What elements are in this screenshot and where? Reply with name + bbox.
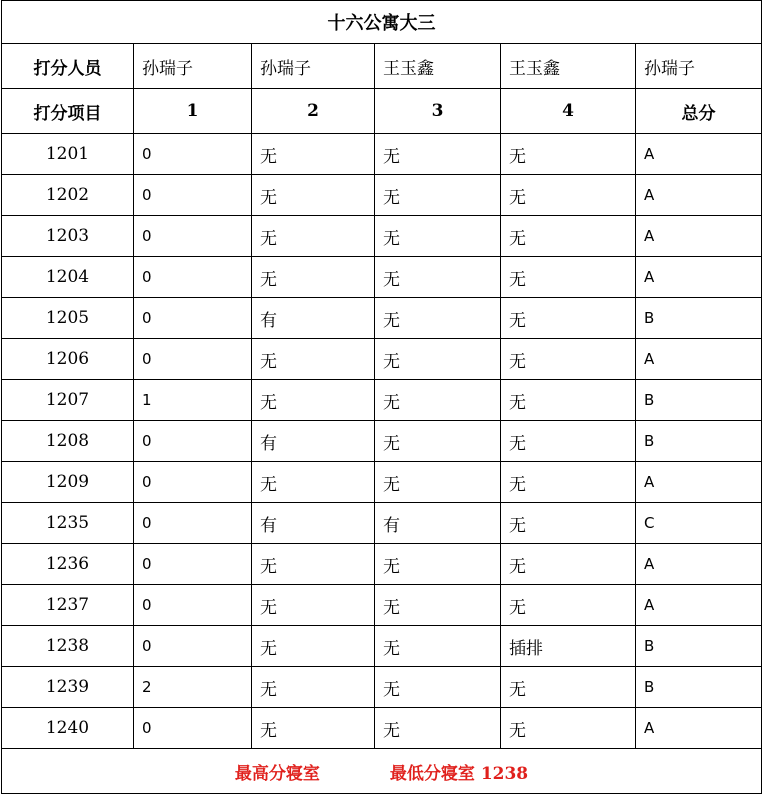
table-row <box>2 667 762 708</box>
score-cell: 无 <box>501 503 636 544</box>
score-cell: 无 <box>501 667 636 708</box>
scorer-label: 打分人员 <box>2 44 134 89</box>
score-cell: 无 <box>252 544 375 585</box>
score-cell: 0 <box>134 421 252 462</box>
score-cell: 无 <box>375 257 501 298</box>
table-row <box>2 134 762 175</box>
table-row <box>2 175 762 216</box>
table-row <box>2 421 762 462</box>
table-title: 十六公寓大三 <box>2 1 762 44</box>
score-cell: 无 <box>501 544 636 585</box>
room-number-cell: 1240 <box>2 708 134 749</box>
scorer-name: 王玉鑫 <box>501 44 636 89</box>
score-cell: 无 <box>252 667 375 708</box>
total-grade-cell: C <box>636 503 762 544</box>
room-number-cell: 1205 <box>2 298 134 339</box>
room-number-cell: 1201 <box>2 134 134 175</box>
score-cell: 有 <box>252 298 375 339</box>
score-cell: 无 <box>375 585 501 626</box>
total-grade-cell: A <box>636 708 762 749</box>
total-grade-cell: A <box>636 544 762 585</box>
room-number-cell: 1239 <box>2 667 134 708</box>
score-cell: 0 <box>134 134 252 175</box>
score-cell: 无 <box>375 216 501 257</box>
item-header-row <box>2 89 762 134</box>
score-cell: 无 <box>501 380 636 421</box>
total-grade-cell: A <box>636 175 762 216</box>
score-cell: 0 <box>134 339 252 380</box>
item-header: 4 <box>501 89 636 134</box>
total-grade-cell: A <box>636 134 762 175</box>
total-grade-cell: A <box>636 257 762 298</box>
room-number-cell: 1237 <box>2 585 134 626</box>
score-cell: 无 <box>501 257 636 298</box>
score-cell: 无 <box>501 216 636 257</box>
score-cell: 无 <box>375 667 501 708</box>
table-row <box>2 544 762 585</box>
table-row <box>2 339 762 380</box>
score-cell: 0 <box>134 462 252 503</box>
table-row <box>2 216 762 257</box>
score-cell: 无 <box>252 626 375 667</box>
lowest-room-label: 最低分寝室 1238 <box>389 763 529 784</box>
score-cell: 无 <box>252 134 375 175</box>
room-number-cell: 1238 <box>2 626 134 667</box>
score-cell: 无 <box>375 380 501 421</box>
total-grade-cell: A <box>636 462 762 503</box>
room-number-cell: 1202 <box>2 175 134 216</box>
item-header: 总分 <box>636 89 762 134</box>
highest-room-label: 最高分寝室 <box>234 763 320 784</box>
score-cell: 无 <box>252 380 375 421</box>
score-cell: 无 <box>252 462 375 503</box>
score-cell: 0 <box>134 298 252 339</box>
room-number-cell: 1203 <box>2 216 134 257</box>
item-header: 1 <box>134 89 252 134</box>
scorer-name: 王玉鑫 <box>375 44 501 89</box>
score-cell: 无 <box>252 216 375 257</box>
score-cell: 无 <box>501 708 636 749</box>
score-cell: 0 <box>134 257 252 298</box>
score-table <box>1 0 762 794</box>
score-cell: 无 <box>252 585 375 626</box>
table-row <box>2 380 762 421</box>
room-number-cell: 1204 <box>2 257 134 298</box>
title-row <box>2 1 762 44</box>
room-number-cell: 1206 <box>2 339 134 380</box>
score-cell: 无 <box>375 175 501 216</box>
total-grade-cell: B <box>636 298 762 339</box>
score-cell: 0 <box>134 626 252 667</box>
total-grade-cell: B <box>636 626 762 667</box>
room-number-cell: 1235 <box>2 503 134 544</box>
score-cell: 有 <box>252 503 375 544</box>
score-cell: 无 <box>252 257 375 298</box>
score-cell: 无 <box>375 544 501 585</box>
table-row <box>2 708 762 749</box>
total-grade-cell: A <box>636 339 762 380</box>
room-number-cell: 1207 <box>2 380 134 421</box>
score-cell: 无 <box>252 175 375 216</box>
table-row <box>2 257 762 298</box>
score-cell: 无 <box>501 585 636 626</box>
score-cell: 无 <box>501 421 636 462</box>
score-cell: 无 <box>501 462 636 503</box>
table-row <box>2 462 762 503</box>
score-cell: 无 <box>375 298 501 339</box>
score-cell: 无 <box>501 339 636 380</box>
score-cell: 无 <box>375 626 501 667</box>
score-cell: 有 <box>252 421 375 462</box>
scorer-row <box>2 44 762 89</box>
score-cell: 0 <box>134 585 252 626</box>
score-cell: 1 <box>134 380 252 421</box>
item-header: 2 <box>252 89 375 134</box>
score-cell: 无 <box>501 298 636 339</box>
score-cell: 0 <box>134 708 252 749</box>
room-number-cell: 1208 <box>2 421 134 462</box>
total-grade-cell: B <box>636 380 762 421</box>
scorer-name: 孙瑞子 <box>636 44 762 89</box>
score-cell: 无 <box>375 421 501 462</box>
total-grade-cell: A <box>636 216 762 257</box>
score-cell: 无 <box>375 708 501 749</box>
table-row <box>2 626 762 667</box>
footer-summary <box>2 749 762 794</box>
score-cell: 无 <box>375 134 501 175</box>
room-number-cell: 1209 <box>2 462 134 503</box>
score-cell: 0 <box>134 544 252 585</box>
score-cell: 无 <box>375 339 501 380</box>
item-header: 3 <box>375 89 501 134</box>
score-cell: 无 <box>252 708 375 749</box>
score-cell: 2 <box>134 667 252 708</box>
score-cell: 无 <box>501 175 636 216</box>
score-cell: 无 <box>501 134 636 175</box>
score-cell: 插排 <box>501 626 636 667</box>
scorer-name: 孙瑞子 <box>252 44 375 89</box>
room-number-cell: 1236 <box>2 544 134 585</box>
score-cell: 0 <box>134 216 252 257</box>
total-grade-cell: B <box>636 667 762 708</box>
total-grade-cell: B <box>636 421 762 462</box>
score-cell: 0 <box>134 503 252 544</box>
table-row <box>2 298 762 339</box>
scorer-name: 孙瑞子 <box>134 44 252 89</box>
total-grade-cell: A <box>636 585 762 626</box>
score-cell: 无 <box>252 339 375 380</box>
score-cell: 有 <box>375 503 501 544</box>
table-row <box>2 585 762 626</box>
footer-row <box>2 749 762 794</box>
score-cell: 无 <box>375 462 501 503</box>
table-row <box>2 503 762 544</box>
score-cell: 0 <box>134 175 252 216</box>
item-label: 打分项目 <box>2 89 134 134</box>
